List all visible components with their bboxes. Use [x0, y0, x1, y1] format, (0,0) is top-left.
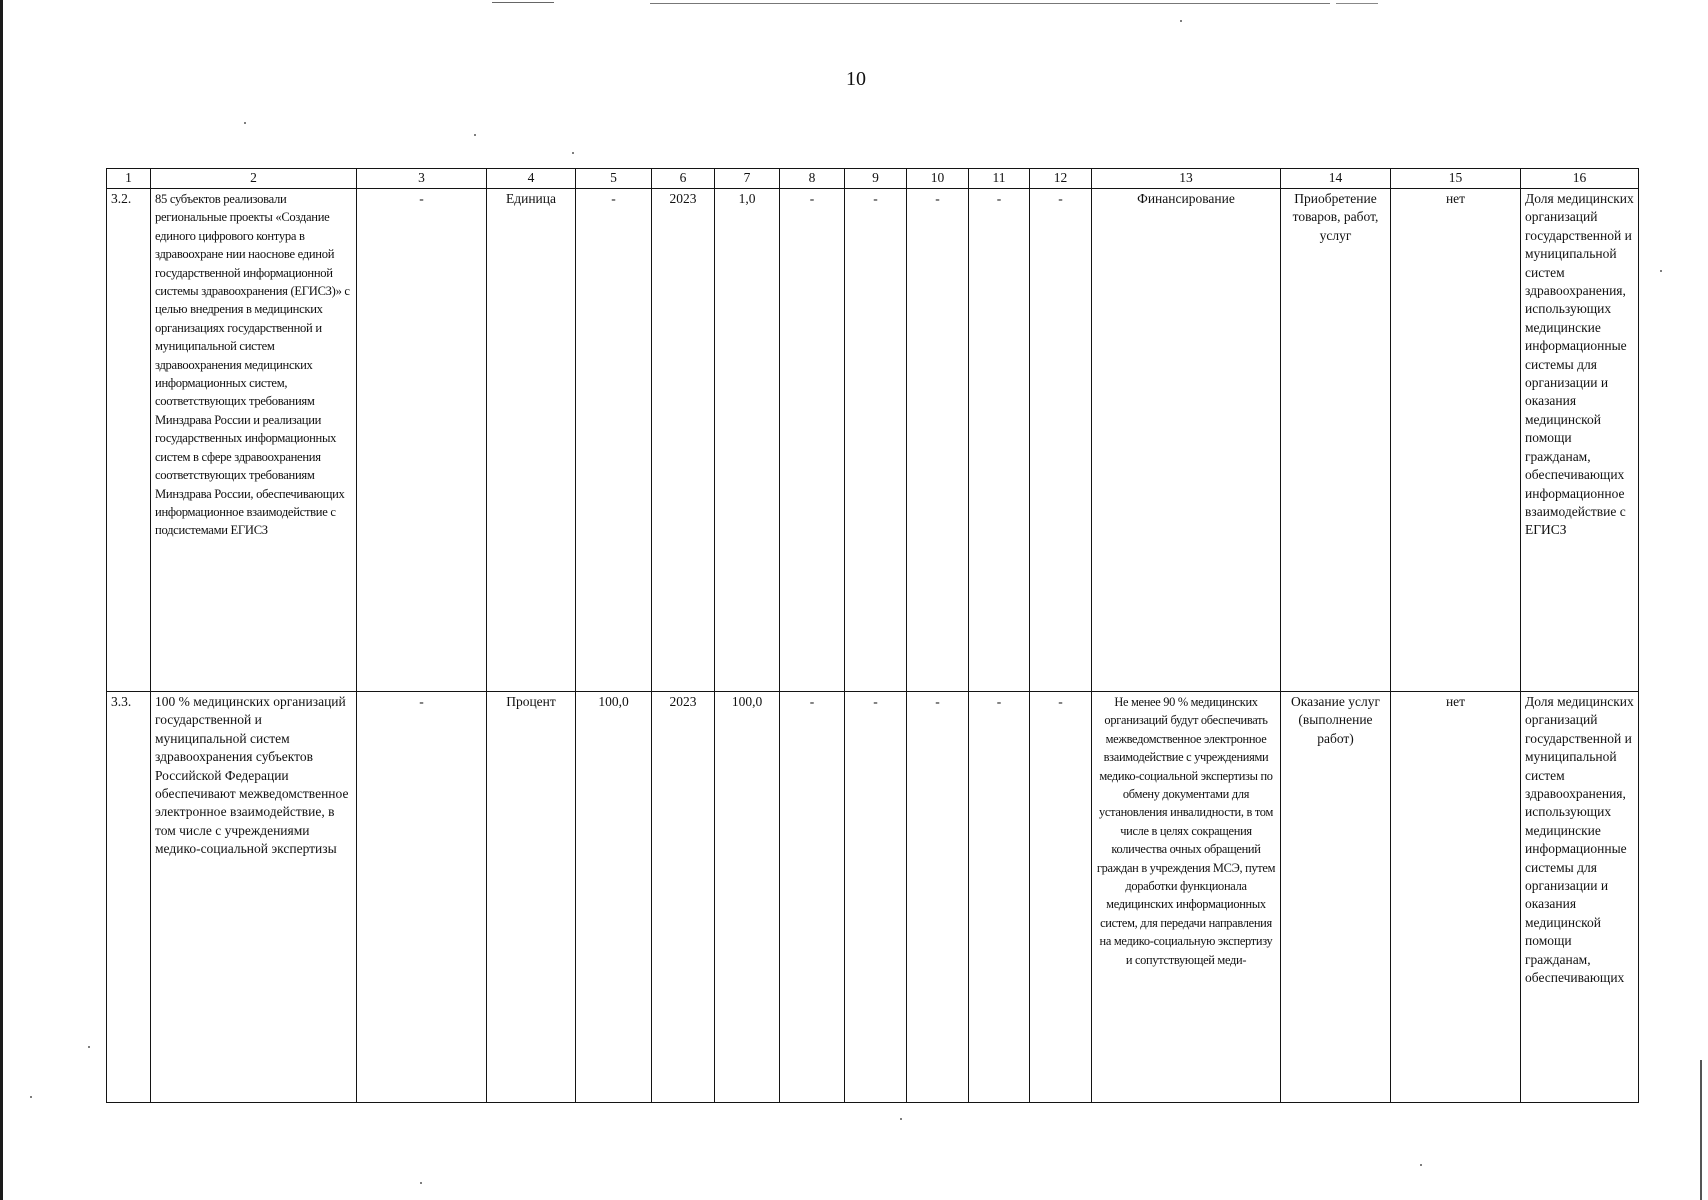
cell-col8: - — [780, 692, 845, 1103]
column-header: 5 — [576, 169, 652, 189]
scan-mark-top — [650, 3, 1330, 4]
cell-col10: - — [907, 189, 969, 692]
cell-col8: - — [780, 189, 845, 692]
scan-speck — [420, 1182, 422, 1184]
row-description: 85 субъектов реализовали региональные проекты «Создание единого цифрового контура в здравоохране нии наоснове единой государственной информационной системы здравоохранения (ЕГИСЗ)» с целью внедрения в медицинских организациях государственной и муниципальной систем здравоохранения медицинских информационных систем, соответствующих требованиям Минздрава России и реализации государственных информационных систем в сфере здравоохранения соответствующих требованиям Минздрава России, обеспечивающих информационное взаимодействие с подсистемами ЕГИСЗ — [151, 189, 357, 692]
cell-col10: - — [907, 692, 969, 1103]
column-header: 2 — [151, 169, 357, 189]
scan-speck — [572, 152, 574, 154]
cell-col16: Доля медицинских организаций государственной и муниципальной систем здравоохранения, использующих медицинские информационные системы для организации и оказания медицинской помощи гражданам, обеспечивающих информационное взаимодействие с ЕГИСЗ — [1521, 189, 1639, 692]
cell-col3: - — [357, 189, 487, 692]
cell-col3: - — [357, 692, 487, 1103]
cell-col5: - — [576, 189, 652, 692]
scan-speck — [1660, 270, 1662, 272]
column-header: 15 — [1391, 169, 1521, 189]
cell-col11: - — [969, 692, 1030, 1103]
cell-value: 1,0 — [715, 189, 780, 692]
table-row — [107, 692, 1639, 1103]
table-header-row — [107, 169, 1639, 189]
cell-col9: - — [845, 189, 907, 692]
column-header: 16 — [1521, 169, 1639, 189]
cell-unit: Процент — [487, 692, 576, 1103]
row-number: 3.3. — [107, 692, 151, 1103]
cell-col12: - — [1030, 189, 1092, 692]
scan-edge-left — [0, 0, 3, 1200]
column-header: 12 — [1030, 169, 1092, 189]
cell-col14: Приобретение товаров, работ, услуг — [1281, 189, 1391, 692]
column-header: 13 — [1092, 169, 1281, 189]
scan-speck — [1180, 20, 1182, 22]
column-header: 1 — [107, 169, 151, 189]
scan-mark-top — [492, 2, 554, 3]
column-header: 11 — [969, 169, 1030, 189]
scan-speck — [1420, 1164, 1422, 1166]
row-number: 3.2. — [107, 189, 151, 692]
scan-speck — [88, 1046, 90, 1048]
cell-col12: - — [1030, 692, 1092, 1103]
cell-col11: - — [969, 189, 1030, 692]
cell-col13: Финансирование — [1092, 189, 1281, 692]
row-description: 100 % медицинских организаций государственной и муниципальной систем здравоохранения субъектов Российской Федерации обеспечивают межведомственное электронное взаимодействие, в том числе с учреждениями медико-социальной экспертизы — [151, 692, 357, 1103]
cell-col5: 100,0 — [576, 692, 652, 1103]
column-header: 10 — [907, 169, 969, 189]
cell-col15: нет — [1391, 692, 1521, 1103]
cell-unit: Единица — [487, 189, 576, 692]
column-header: 9 — [845, 169, 907, 189]
column-header: 6 — [652, 169, 715, 189]
scan-speck — [244, 122, 246, 124]
column-header: 14 — [1281, 169, 1391, 189]
cell-year: 2023 — [652, 692, 715, 1103]
column-header: 7 — [715, 169, 780, 189]
scan-speck — [474, 134, 476, 136]
cell-value: 100,0 — [715, 692, 780, 1103]
table-row — [107, 189, 1639, 692]
indicators-table — [106, 168, 1639, 1103]
column-header: 3 — [357, 169, 487, 189]
cell-col14: Оказание услуг (выполнение работ) — [1281, 692, 1391, 1103]
column-header: 8 — [780, 169, 845, 189]
cell-year: 2023 — [652, 189, 715, 692]
page-number: 10 — [846, 68, 866, 90]
cell-col15: нет — [1391, 189, 1521, 692]
cell-col16: Доля медицинских организаций государственной и муниципальной систем здравоохранения, использующих медицинские информационные системы для организации и оказания медицинской помощи гражданам, обеспечивающих — [1521, 692, 1639, 1103]
cell-col13: Не менее 90 % медицинских организаций будут обеспечивать межведомственное электронное взаимодействие с учреждениями медико-социальной экспертизы по обмену документами для установления инвалидности, в том числе в целях сокращения количества очных обращений граждан в учреждения МСЭ, путем доработки функционала медицинских информационных систем, для передачи направления на медико-социальную экспертизу и сопутствующей меди- — [1092, 692, 1281, 1103]
column-header: 4 — [487, 169, 576, 189]
scan-speck — [30, 1096, 32, 1098]
cell-col9: - — [845, 692, 907, 1103]
scan-edge-right — [1700, 1060, 1702, 1200]
scan-speck — [900, 1118, 902, 1120]
scan-mark-top — [1336, 3, 1378, 4]
